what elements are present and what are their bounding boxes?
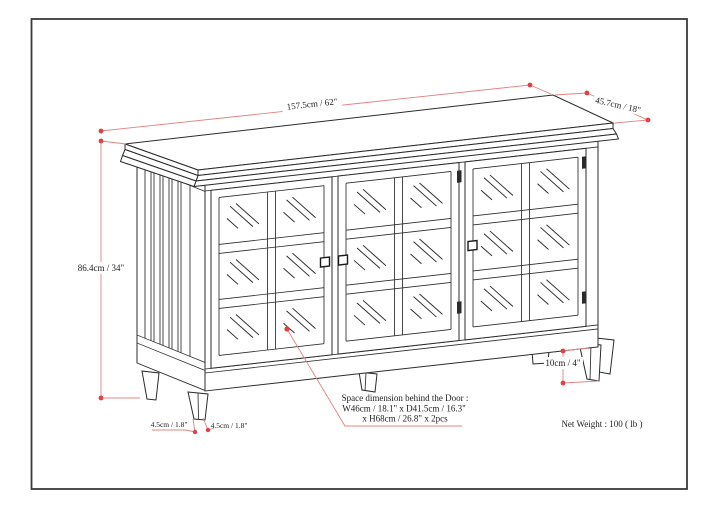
dimension-label-depth: 45.7cm / 18" <box>594 94 642 116</box>
middle-door <box>338 163 459 355</box>
dimension-label-length: 157.5cm / 62" <box>286 96 338 112</box>
space-dimension-note <box>342 393 469 424</box>
space-note-line1: Space dimension behind the Door : <box>341 393 469 403</box>
dimension-label-leg-height: 10cm / 4" <box>545 358 581 368</box>
space-note-line3: x H68cm / 26.8" x 2pcs <box>362 413 448 424</box>
dimension-label-foot-left: 4.5cm / 1.8" <box>150 420 188 429</box>
hinge-icon <box>582 156 587 169</box>
dimension-label-height: 86.4cm / 34" <box>77 263 125 273</box>
dimension-label-foot-right: 4.5cm / 1.8" <box>210 421 248 430</box>
right-door-handle <box>468 241 477 251</box>
net-weight-label: Net Weight : 100 ( lb ) <box>561 419 643 429</box>
left-door-handle <box>321 257 330 267</box>
front-middle-leg <box>359 372 377 392</box>
dimension-line-height-top-tick <box>101 141 126 144</box>
hinge-icon <box>582 291 587 304</box>
cabinet-left-side <box>137 157 205 390</box>
hinge-icon <box>457 170 462 183</box>
back-left-leg <box>142 371 159 400</box>
left-door <box>211 177 332 369</box>
middle-door-handle <box>339 255 348 265</box>
space-note-line2: W46cm / 18.1" x D41.5cm / 16.3" <box>342 403 466 414</box>
right-door <box>465 148 586 340</box>
dimension-line-foot-left <box>152 430 195 432</box>
glass-leader-dot <box>284 326 289 331</box>
hinge-icon <box>457 301 462 314</box>
